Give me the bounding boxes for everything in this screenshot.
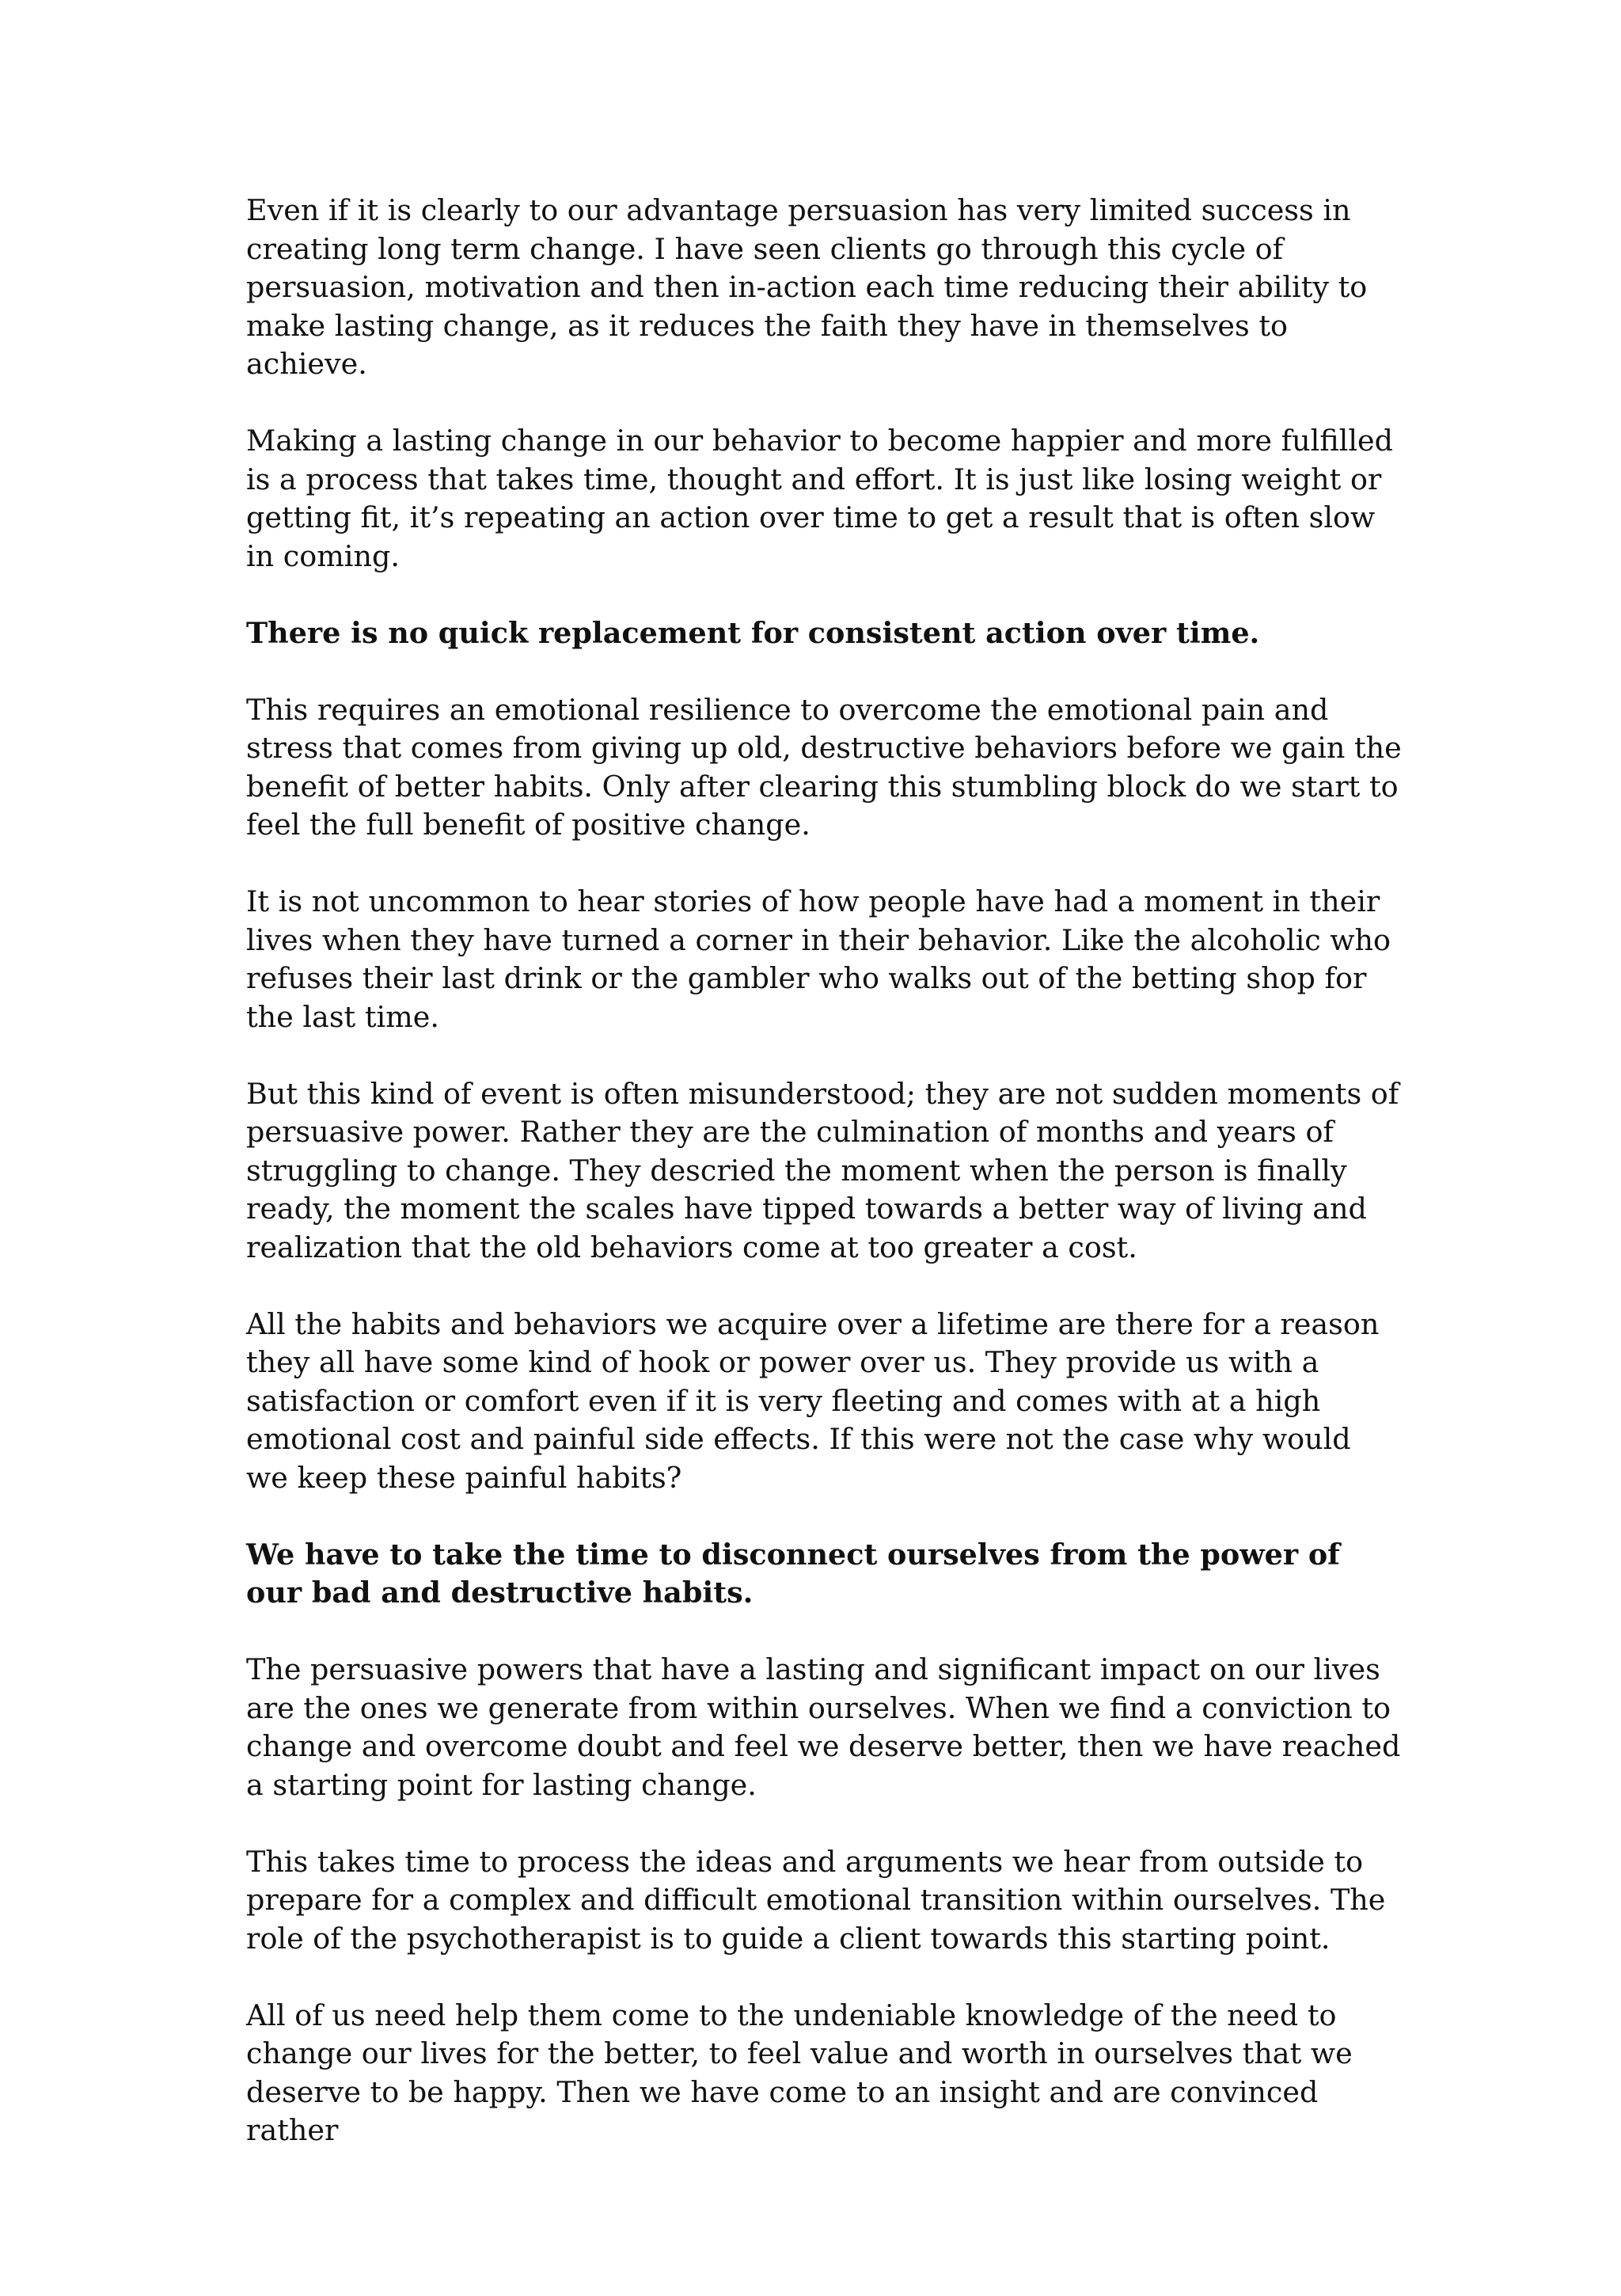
document-body xyxy=(246,192,1402,2150)
body-paragraph: This requires an emotional resilience to overcome the emotional pain and stress that comes from giving up old, destructive behaviors before we gain the benefit of better habits. Only after clearing this stumbling block do we start to feel the full benefit of positive change. xyxy=(246,692,1402,842)
body-paragraph: This takes time to process the ideas and arguments we hear from outside to prepare for a complex and difficult emotional transition within ourselves. The role of the psychotherapist is to guide a client towards this starting point. xyxy=(246,1844,1386,1956)
bold-heading: We have to take the time to disconnect ourselves from the power of our bad and destructive habits. xyxy=(246,1537,1340,1610)
body-paragraph: All the habits and behaviors we acquire over a lifetime are there for a reason they all have some kind of hook or power over us. They provide us with a satisfaction or comfort even if it is very fleeting and comes with at a high emotional cost and painful side effects. If this were not the case why would we keep these painful habits? xyxy=(246,1306,1380,1495)
body-paragraph: Making a lasting change in our behavior to become happier and more fulfilled is a process that takes time, thought and effort. It is just like losing weight or getting fit, it’s repeating an action over time to get a result that is often slow in coming. xyxy=(246,424,1393,573)
body-paragraph: It is not uncommon to hear stories of how people have had a moment in their lives when they have turned a corner in their behavior. Like the alcoholic who refuses their last drink or the gambler who walks out of the betting shop for the last time. xyxy=(246,884,1391,1034)
bold-heading: There is no quick replacement for consistent action over time. xyxy=(246,615,1260,650)
body-paragraph: But this kind of event is often misunderstood; they are not sudden moments of persuasive power. Rather they are the culmination of months and years of struggling to change. They descried the moment when the person is finally ready, the moment the scales have tipped towards a better way of living and realization that the old behaviors come at too greater a cost. xyxy=(246,1076,1399,1264)
body-paragraph: The persuasive powers that have a lasting and significant impact on our lives are the ones we generate from within ourselves. When we find a conviction to change and overcome doubt and feel we deserve better, then we have reached a starting point for lasting change. xyxy=(246,1652,1401,1802)
body-paragraph: Even if it is clearly to our advantage persuasion has very limited success in creating long term change. I have seen clients go through this cycle of persuasion, motivation and then in-action each time reducing their ability to make lasting change, as it reduces the faith they have in themselves to achieve. xyxy=(246,193,1368,381)
body-paragraph: All of us need help them come to the undeniable knowledge of the need to change our lives for the better, to feel value and worth in ourselves that we deserve to be happy. Then we have come to an insight and are convinced rather xyxy=(246,1998,1353,2147)
